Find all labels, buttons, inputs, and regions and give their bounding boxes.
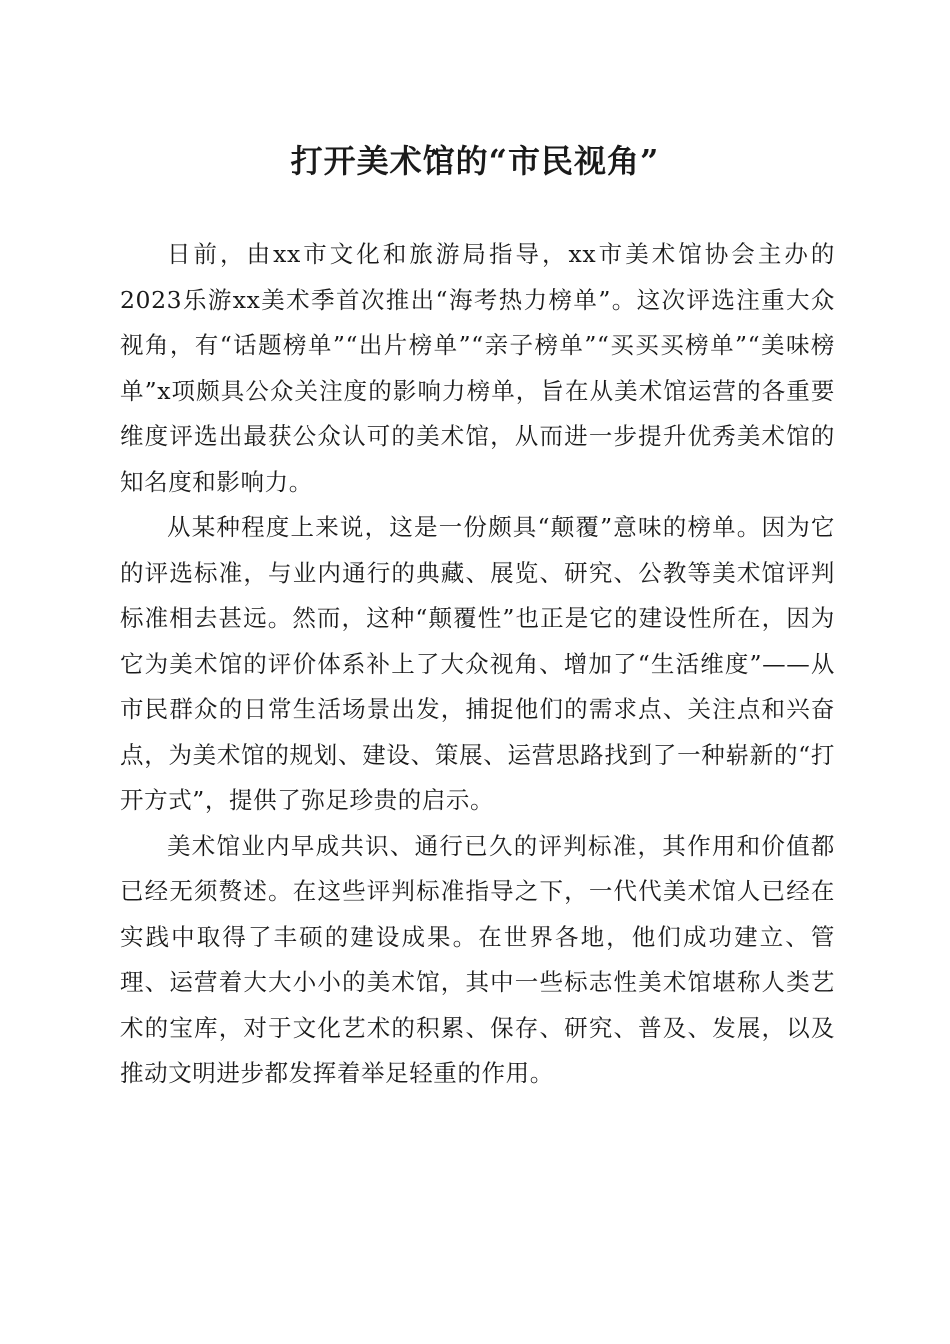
paragraph-2: 从某种程度上来说，这是一份颇具“颠覆”意味的榜单。因为它的评选标准，与业内通行的典藏、展览、研究、公教等美术馆评判标准相去甚远。然而，这种“颠覆性”也正是它的建设性所在，因为它为美术馆的评价体系补上了大众视角、增加了“生活维度”——从市民群众的日常生活场景出发，捕捉他们的需求点、关注点和兴奋点，为美术馆的规划、建设、策展、运营思路找到了一种崭新的“打开方式”，提供了弥足珍贵的启示。	[120, 513, 835, 814]
article-body	[120, 232, 835, 1097]
paragraph-3: 美术馆业内早成共识、通行已久的评判标准，其作用和价值都已经无须赘述。在这些评判标准指导之下，一代代美术馆人已经在实践中取得了丰硕的建设成果。在世界各地，他们成功建立、管理、运营着大大小小的美术馆，其中一些标志性美术馆堪称人类艺术的宝库，对于文化艺术的积累、保存、研究、普及、发展，以及推动文明进步都发挥着举足轻重的作用。	[120, 831, 835, 1087]
article-title: 打开美术馆的“市民视角”	[290, 142, 660, 180]
paragraph-1: 日前，由xx市文化和旅游局指导，xx市美术馆协会主办的2023乐游xx美术季首次推出“海考热力榜单”。这次评选注重大众视角，有“话题榜单”“出片榜单”“亲子榜单”“买买买榜单”“美味榜单”x项颇具公众关注度的影响力榜单，旨在从美术馆运营的各重要维度评选出最获公众认可的美术馆，从而进一步提升优秀美术馆的知名度和影响力。	[120, 240, 835, 496]
